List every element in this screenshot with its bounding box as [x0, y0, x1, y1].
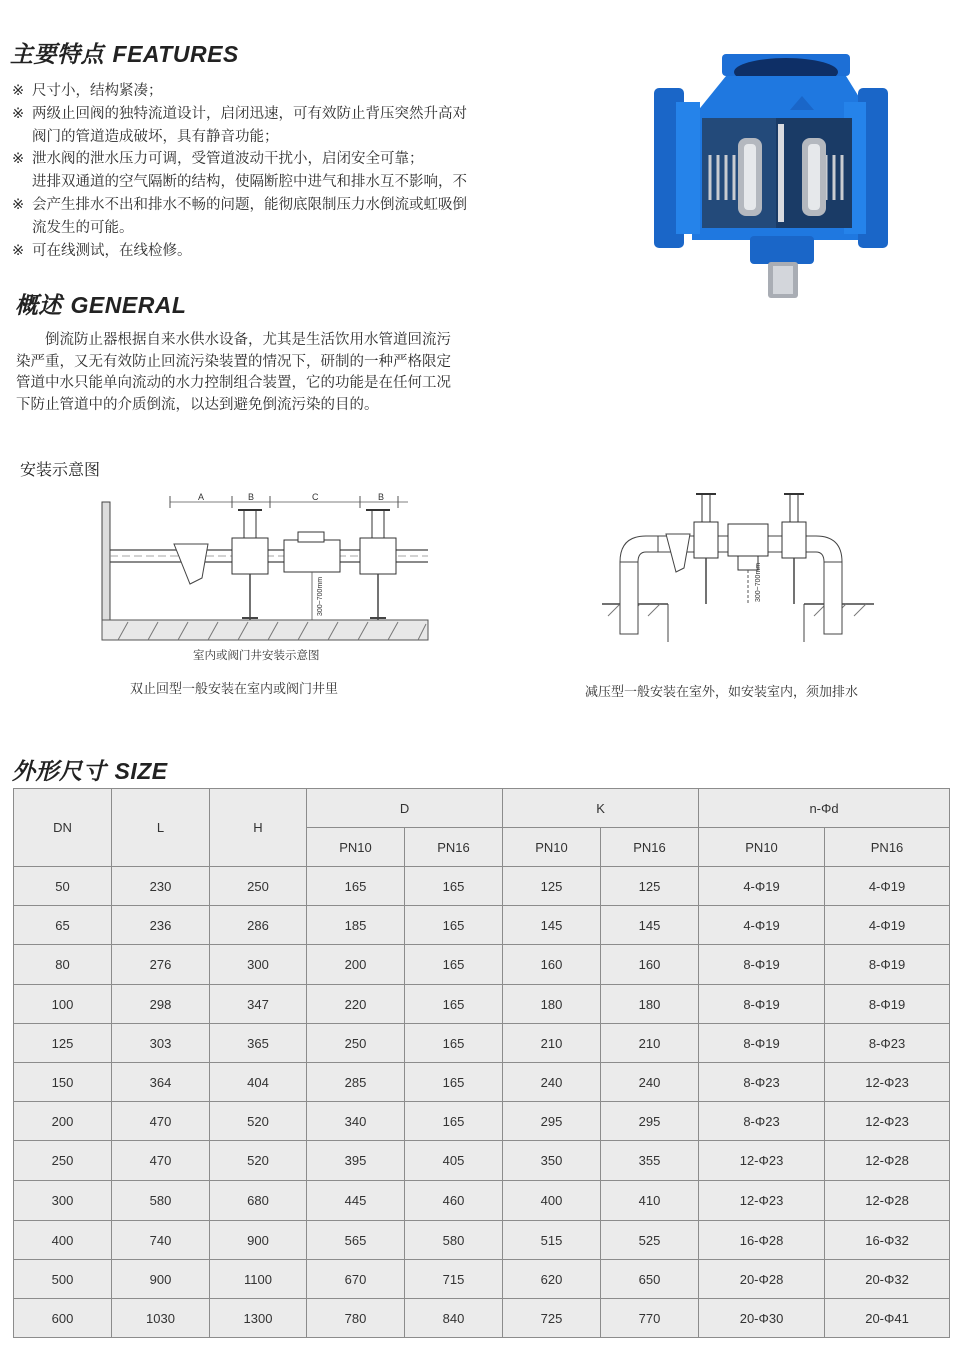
cell-d-pn10: 220 [307, 985, 405, 1024]
cell-dn: 100 [14, 985, 112, 1024]
cell-l: 298 [112, 985, 210, 1024]
cell-d-pn10: 285 [307, 1063, 405, 1102]
table-row [14, 1102, 950, 1141]
reference-mark-icon: ※ [12, 105, 25, 122]
cell-h: 250 [210, 867, 307, 906]
cell-h: 300 [210, 945, 307, 985]
cell-l: 580 [112, 1181, 210, 1221]
cell-dn: 50 [14, 867, 112, 906]
cell-dn: 300 [14, 1181, 112, 1221]
col-header-nd: n-Φd [699, 789, 950, 828]
cell-nd-pn16: 8-Φ23 [825, 1024, 950, 1063]
cell-d-pn16: 165 [405, 945, 503, 985]
features-heading-en: FEATURES [112, 41, 239, 67]
cell-h: 286 [210, 906, 307, 945]
feature-text: 两级止回阀的独特流道设计，启闭迅速，可有效防止背压突然升高对 [32, 105, 467, 122]
col-header-k: K [503, 789, 699, 828]
feature-line [12, 240, 552, 263]
cell-k-pn16: 210 [601, 1024, 699, 1063]
size-table [13, 788, 950, 1338]
cell-k-pn10: 145 [503, 906, 601, 945]
table-row [14, 1221, 950, 1260]
feature-text: 进排双通道的空气隔断的结构，使隔断腔中进气和排水互不影响，不 [32, 174, 467, 191]
col-header-k-pn16: PN16 [601, 828, 699, 867]
cell-l: 364 [112, 1063, 210, 1102]
cell-d-pn16: 165 [405, 1024, 503, 1063]
valve-product-image [640, 40, 900, 305]
features-list [12, 80, 552, 262]
cell-l: 1030 [112, 1299, 210, 1338]
cell-d-pn10: 670 [307, 1260, 405, 1299]
cell-nd-pn10: 8-Φ23 [699, 1063, 825, 1102]
cell-l: 230 [112, 867, 210, 906]
cell-dn: 65 [14, 906, 112, 945]
cell-l: 740 [112, 1221, 210, 1260]
feature-text: 会产生排水不出和排水不畅的问题，能彻底限制压力水倒流或虹吸倒 [32, 196, 467, 213]
table-row [14, 1260, 950, 1299]
cell-d-pn16: 840 [405, 1299, 503, 1338]
col-header-d: D [307, 789, 503, 828]
table-row [14, 945, 950, 985]
cell-d-pn16: 165 [405, 906, 503, 945]
cell-h: 347 [210, 985, 307, 1024]
table-row [14, 1141, 950, 1181]
cell-k-pn10: 725 [503, 1299, 601, 1338]
general-line: 倒流防止器根据自来水供水设备，尤其是生活饮用水管道回流污 [16, 332, 451, 348]
cell-h: 1300 [210, 1299, 307, 1338]
feature-text: 可在线测试，在线检修。 [32, 242, 192, 259]
cell-l: 303 [112, 1024, 210, 1063]
cell-nd-pn10: 8-Φ19 [699, 1024, 825, 1063]
cell-nd-pn16: 12-Φ28 [825, 1181, 950, 1221]
feature-line [12, 148, 552, 171]
dim-height-text-2: 300~700mm [755, 562, 762, 602]
cell-nd-pn16: 16-Φ32 [825, 1221, 950, 1260]
col-header-nd-pn10: PN10 [699, 828, 825, 867]
cell-nd-pn10: 8-Φ19 [699, 985, 825, 1024]
col-header-k-pn10: PN10 [503, 828, 601, 867]
cell-nd-pn16: 8-Φ19 [825, 945, 950, 985]
general-heading-cn: 概述 [15, 293, 62, 319]
cell-nd-pn10: 12-Φ23 [699, 1141, 825, 1181]
table-row [14, 906, 950, 945]
cell-k-pn10: 295 [503, 1102, 601, 1141]
diagram1-caption-small: 室内或阀门井安装示意图 [193, 648, 320, 662]
cell-nd-pn10: 12-Φ23 [699, 1181, 825, 1221]
install-title: 安装示意图 [20, 460, 101, 479]
feature-line [12, 171, 552, 194]
cell-dn: 250 [14, 1141, 112, 1181]
cell-nd-pn16: 4-Φ19 [825, 867, 950, 906]
general-paragraph [16, 330, 516, 416]
feature-line [12, 217, 552, 240]
cell-k-pn16: 125 [601, 867, 699, 906]
dim-label-b1: B [248, 492, 255, 502]
dim-label-b2: B [378, 492, 385, 502]
col-header-d-pn16: PN16 [405, 828, 503, 867]
cell-k-pn10: 400 [503, 1181, 601, 1221]
cell-h: 900 [210, 1221, 307, 1260]
table-row [14, 1024, 950, 1063]
diagram2-caption: 减压型一般安装在室外，如安装室内，须加排水 [585, 685, 859, 700]
feature-line [12, 194, 552, 217]
cell-k-pn16: 160 [601, 945, 699, 985]
cell-d-pn16: 580 [405, 1221, 503, 1260]
table-row [14, 1299, 950, 1338]
cell-d-pn16: 165 [405, 1063, 503, 1102]
table-row [14, 1063, 950, 1102]
cell-nd-pn16: 8-Φ19 [825, 985, 950, 1024]
cell-nd-pn16: 12-Φ23 [825, 1102, 950, 1141]
cell-h: 520 [210, 1102, 307, 1141]
cell-nd-pn10: 20-Φ30 [699, 1299, 825, 1338]
cell-dn: 500 [14, 1260, 112, 1299]
cell-d-pn10: 165 [307, 867, 405, 906]
cell-dn: 150 [14, 1063, 112, 1102]
cell-k-pn10: 160 [503, 945, 601, 985]
cell-dn: 125 [14, 1024, 112, 1063]
diagram1-caption: 双止回型一般安装在室内或阀门井里 [130, 682, 339, 697]
cell-d-pn10: 780 [307, 1299, 405, 1338]
cell-k-pn16: 525 [601, 1221, 699, 1260]
features-heading [10, 36, 239, 69]
cell-d-pn16: 165 [405, 985, 503, 1024]
cell-k-pn16: 410 [601, 1181, 699, 1221]
cell-l: 236 [112, 906, 210, 945]
cell-d-pn16: 165 [405, 1102, 503, 1141]
cell-d-pn16: 460 [405, 1181, 503, 1221]
table-row [14, 985, 950, 1024]
size-table-body [14, 867, 950, 1338]
cell-nd-pn16: 20-Φ41 [825, 1299, 950, 1338]
cell-nd-pn10: 4-Φ19 [699, 867, 825, 906]
cell-l: 276 [112, 945, 210, 985]
cell-nd-pn10: 4-Φ19 [699, 906, 825, 945]
cell-k-pn16: 355 [601, 1141, 699, 1181]
cell-nd-pn16: 4-Φ19 [825, 906, 950, 945]
cell-k-pn16: 770 [601, 1299, 699, 1338]
cell-h: 404 [210, 1063, 307, 1102]
col-header-l: L [112, 789, 210, 867]
cell-d-pn16: 405 [405, 1141, 503, 1181]
cell-d-pn16: 715 [405, 1260, 503, 1299]
cell-k-pn10: 210 [503, 1024, 601, 1063]
dim-label-a: A [198, 492, 205, 502]
install-diagram-indoor [98, 488, 434, 644]
cell-nd-pn10: 16-Φ28 [699, 1221, 825, 1260]
cell-nd-pn16: 12-Φ28 [825, 1141, 950, 1181]
cell-d-pn10: 395 [307, 1141, 405, 1181]
cell-k-pn16: 180 [601, 985, 699, 1024]
install-diagram-outdoor [598, 486, 878, 646]
cell-k-pn16: 240 [601, 1063, 699, 1102]
cell-d-pn16: 165 [405, 867, 503, 906]
feature-text: 泄水阀的泄水压力可调，受管道波动干扰小，启闭安全可靠； [32, 151, 424, 168]
feature-line [12, 103, 552, 126]
cell-h: 1100 [210, 1260, 307, 1299]
reference-mark-icon: ※ [12, 83, 25, 99]
reference-mark-icon: ※ [12, 151, 25, 168]
table-row [14, 867, 950, 906]
col-header-d-pn10: PN10 [307, 828, 405, 867]
cell-d-pn10: 340 [307, 1102, 405, 1141]
feature-text: 尺寸小，结构紧凑； [32, 83, 163, 99]
cell-k-pn10: 515 [503, 1221, 601, 1260]
general-line: 管道中水只能单向流动的水力控制组合装置，它的功能是在任何工况 [16, 375, 451, 391]
cell-k-pn16: 145 [601, 906, 699, 945]
cell-k-pn16: 650 [601, 1260, 699, 1299]
feature-text: 阀门的管道造成破坏，具有静音功能； [32, 128, 279, 145]
cell-k-pn10: 180 [503, 985, 601, 1024]
size-heading [12, 753, 168, 786]
cell-nd-pn16: 20-Φ32 [825, 1260, 950, 1299]
cell-nd-pn10: 20-Φ28 [699, 1260, 825, 1299]
cell-h: 680 [210, 1181, 307, 1221]
cell-d-pn10: 445 [307, 1181, 405, 1221]
cell-k-pn10: 620 [503, 1260, 601, 1299]
cell-dn: 80 [14, 945, 112, 985]
general-line: 染严重，又无有效防止回流污染装置的情况下，研制的一种严格限定 [16, 353, 451, 370]
cell-d-pn10: 185 [307, 906, 405, 945]
cell-nd-pn10: 8-Φ19 [699, 945, 825, 985]
cell-d-pn10: 250 [307, 1024, 405, 1063]
size-heading-cn: 外形尺寸 [12, 759, 106, 785]
cell-l: 470 [112, 1102, 210, 1141]
features-heading-cn: 主要特点 [10, 42, 104, 68]
feature-text: 流发生的可能。 [32, 219, 134, 236]
cell-k-pn10: 240 [503, 1063, 601, 1102]
cell-d-pn10: 565 [307, 1221, 405, 1260]
cell-k-pn16: 295 [601, 1102, 699, 1141]
col-header-nd-pn16: PN16 [825, 828, 950, 867]
dim-height-text: 300~700mm [317, 576, 324, 616]
reference-mark-icon: ※ [12, 242, 25, 259]
reference-mark-icon: ※ [12, 196, 25, 213]
col-header-h: H [210, 789, 307, 867]
general-line: 下防止管道中的介质倒流，以达到避免倒流污染的目的。 [16, 396, 379, 413]
feature-line [12, 80, 552, 103]
cell-k-pn10: 125 [503, 867, 601, 906]
cell-nd-pn16: 12-Φ23 [825, 1063, 950, 1102]
cell-dn: 400 [14, 1221, 112, 1260]
feature-line [12, 126, 552, 149]
cell-dn: 600 [14, 1299, 112, 1338]
col-header-dn: DN [14, 789, 112, 867]
cell-h: 520 [210, 1141, 307, 1181]
cell-d-pn10: 200 [307, 945, 405, 985]
general-heading-en: GENERAL [70, 292, 187, 318]
cell-h: 365 [210, 1024, 307, 1063]
size-heading-en: SIZE [114, 758, 168, 784]
cell-k-pn10: 350 [503, 1141, 601, 1181]
cell-dn: 200 [14, 1102, 112, 1141]
cell-nd-pn10: 8-Φ23 [699, 1102, 825, 1141]
cell-l: 900 [112, 1260, 210, 1299]
table-row [14, 1181, 950, 1221]
general-heading [15, 287, 186, 320]
dim-label-c: C [312, 492, 319, 502]
cell-l: 470 [112, 1141, 210, 1181]
